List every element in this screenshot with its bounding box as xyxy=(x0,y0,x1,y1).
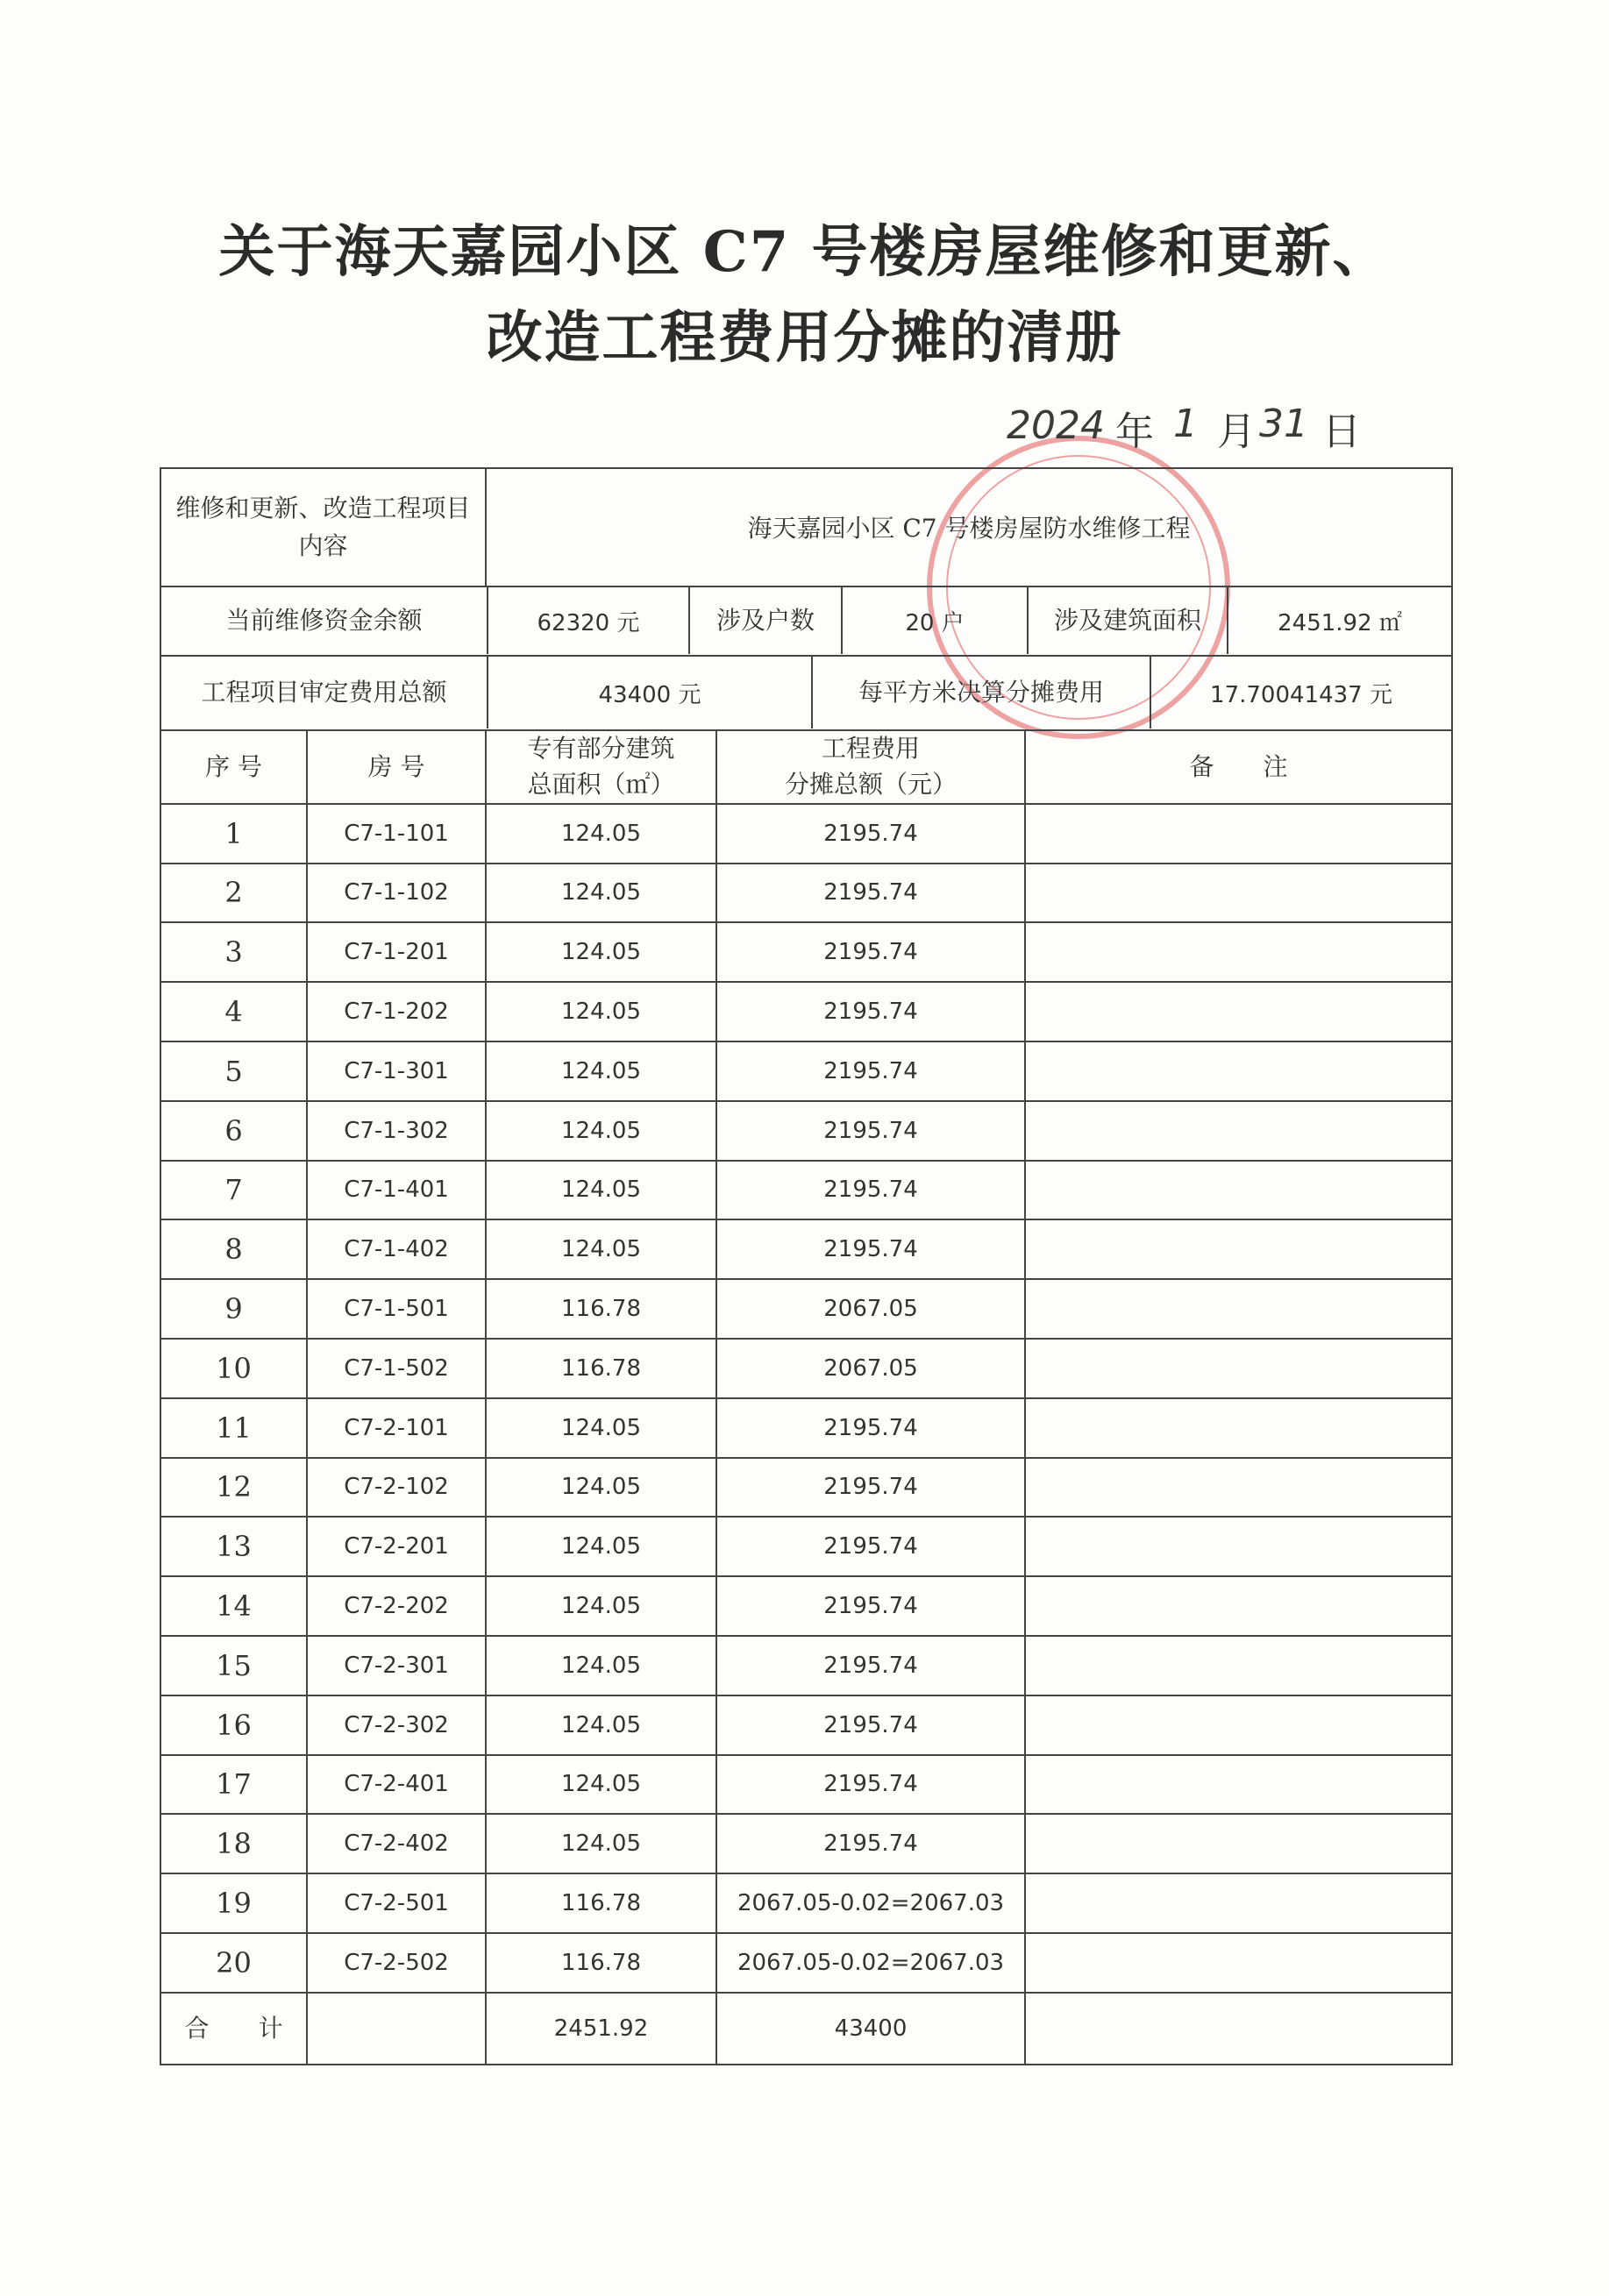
row-index: 14 xyxy=(160,1576,307,1636)
table-row xyxy=(160,1041,1452,1101)
row-remark xyxy=(1025,1517,1452,1576)
row-fee: 2195.74 xyxy=(716,1398,1025,1458)
row-remark xyxy=(1025,804,1452,864)
cost-allocation-table xyxy=(160,467,1453,2065)
column-header-fee-line-2: 分摊总额（元） xyxy=(785,769,958,799)
row-index: 17 xyxy=(160,1755,307,1815)
document-title-line-2: 改造工程费用分摊的清册 xyxy=(486,305,1123,371)
table-row xyxy=(160,1517,1452,1576)
table-row xyxy=(160,1219,1452,1279)
row-area: 124.05 xyxy=(486,1517,716,1576)
row-remark xyxy=(1025,1101,1452,1161)
row-remark xyxy=(1025,1636,1452,1695)
row-area: 124.05 xyxy=(486,1398,716,1458)
table-row xyxy=(160,804,1452,864)
row-room-number: C7-2-401 xyxy=(307,1755,486,1815)
row-area: 124.05 xyxy=(486,1458,716,1518)
date-year: 2024 xyxy=(1007,403,1105,448)
fund-info-row xyxy=(160,586,1452,656)
row-room-number: C7-2-502 xyxy=(307,1933,486,1993)
column-header-remark: 备 注 xyxy=(1025,730,1452,804)
row-index: 4 xyxy=(160,982,307,1041)
table-row xyxy=(160,1814,1452,1873)
row-area: 116.78 xyxy=(486,1339,716,1398)
approved-total-cost-value: 43400 元 xyxy=(488,657,813,729)
row-fee: 2195.74 xyxy=(716,1576,1025,1636)
row-room-number: C7-1-101 xyxy=(307,804,486,864)
row-fee: 2195.74 xyxy=(716,1458,1025,1518)
table-row xyxy=(160,1933,1452,1993)
row-room-number: C7-2-402 xyxy=(307,1814,486,1873)
approved-total-cost-label: 工程项目审定费用总额 xyxy=(161,657,488,729)
column-header-area-line-2: 总面积（㎡） xyxy=(527,769,675,799)
row-room-number: C7-2-202 xyxy=(307,1576,486,1636)
row-index: 1 xyxy=(160,804,307,864)
row-fee: 2195.74 xyxy=(716,1695,1025,1755)
row-room-number: C7-2-301 xyxy=(307,1636,486,1695)
row-area: 124.05 xyxy=(486,1814,716,1873)
row-area: 124.05 xyxy=(486,1161,716,1220)
row-index: 9 xyxy=(160,1279,307,1339)
row-index: 13 xyxy=(160,1517,307,1576)
column-header-index: 序 号 xyxy=(160,730,307,804)
document-title-line-1: 关于海天嘉园小区 C7 号楼房屋维修和更新、 xyxy=(218,219,1391,285)
row-index: 5 xyxy=(160,1041,307,1101)
row-area: 124.05 xyxy=(486,1041,716,1101)
row-index: 15 xyxy=(160,1636,307,1695)
table-row xyxy=(160,1755,1452,1815)
row-index: 8 xyxy=(160,1219,307,1279)
total-remark-empty xyxy=(1025,1993,1452,2065)
table-row xyxy=(160,864,1452,923)
row-room-number: C7-1-301 xyxy=(307,1041,486,1101)
date-month-char: 月 xyxy=(1217,409,1256,454)
row-room-number: C7-1-302 xyxy=(307,1101,486,1161)
fund-balance-value: 62320 元 xyxy=(488,587,690,654)
households-value: 20 户 xyxy=(843,587,1029,654)
table-row xyxy=(160,1636,1452,1695)
row-area: 116.78 xyxy=(486,1873,716,1933)
row-area: 124.05 xyxy=(486,982,716,1041)
column-header-area-line-1: 专有部分建筑 xyxy=(527,734,675,764)
row-room-number: C7-2-102 xyxy=(307,1458,486,1518)
row-room-number: C7-1-502 xyxy=(307,1339,486,1398)
row-remark xyxy=(1025,1161,1452,1220)
document-date xyxy=(1007,396,1410,458)
row-remark xyxy=(1025,1398,1452,1458)
column-header-room: 房 号 xyxy=(307,730,486,804)
row-fee: 2067.05 xyxy=(716,1339,1025,1398)
row-area: 124.05 xyxy=(486,804,716,864)
total-fee: 43400 xyxy=(716,1993,1025,2065)
row-fee: 2195.74 xyxy=(716,1814,1025,1873)
row-remark xyxy=(1025,864,1452,923)
households-label: 涉及户数 xyxy=(690,587,843,654)
column-header-row xyxy=(160,730,1452,804)
project-content-row xyxy=(160,468,1452,586)
row-index: 18 xyxy=(160,1814,307,1873)
row-fee: 2195.74 xyxy=(716,804,1025,864)
row-room-number: C7-1-501 xyxy=(307,1279,486,1339)
row-area: 124.05 xyxy=(486,1636,716,1695)
row-room-number: C7-2-101 xyxy=(307,1398,486,1458)
project-content-label: 维修和更新、改造工程项目内容 xyxy=(160,468,486,586)
row-area: 124.05 xyxy=(486,1695,716,1755)
building-area-value: 2451.92 ㎡ xyxy=(1278,609,1402,636)
row-fee: 2195.74 xyxy=(716,1219,1025,1279)
row-room-number: C7-2-302 xyxy=(307,1695,486,1755)
date-day-char: 日 xyxy=(1322,409,1361,454)
project-content-value: 海天嘉园小区 C7 号楼房屋防水维修工程 xyxy=(486,468,1452,586)
table-row xyxy=(160,922,1452,982)
row-fee: 2195.74 xyxy=(716,1755,1025,1815)
row-remark xyxy=(1025,982,1452,1041)
row-area: 124.05 xyxy=(486,922,716,982)
table-row xyxy=(160,1161,1452,1220)
building-area-label: 涉及建筑面积 xyxy=(1029,587,1228,654)
row-room-number: C7-1-402 xyxy=(307,1219,486,1279)
row-area: 124.05 xyxy=(486,1101,716,1161)
row-area: 116.78 xyxy=(486,1279,716,1339)
total-area: 2451.92 xyxy=(486,1993,716,2065)
row-index: 16 xyxy=(160,1695,307,1755)
row-area: 124.05 xyxy=(486,1219,716,1279)
column-header-fee xyxy=(716,730,1025,804)
row-fee: 2195.74 xyxy=(716,1636,1025,1695)
row-index: 20 xyxy=(160,1933,307,1993)
row-area: 124.05 xyxy=(486,1576,716,1636)
per-sqm-cost-value: 17.70041437 元 xyxy=(1210,681,1392,708)
column-header-fee-line-1: 工程费用 xyxy=(822,734,921,764)
row-remark xyxy=(1025,1041,1452,1101)
row-remark xyxy=(1025,922,1452,982)
row-remark xyxy=(1025,1873,1452,1933)
date-month: 1 xyxy=(1173,402,1198,446)
row-remark xyxy=(1025,1814,1452,1873)
row-fee: 2195.74 xyxy=(716,982,1025,1041)
cost-info-row xyxy=(160,656,1452,730)
row-room-number: C7-1-201 xyxy=(307,922,486,982)
per-sqm-cost-label: 每平方米决算分摊费用 xyxy=(813,657,1151,729)
row-fee: 2195.74 xyxy=(716,1101,1025,1161)
row-fee: 2195.74 xyxy=(716,922,1025,982)
row-index: 6 xyxy=(160,1101,307,1161)
row-index: 7 xyxy=(160,1161,307,1220)
row-index: 10 xyxy=(160,1339,307,1398)
row-fee: 2067.05-0.02=2067.03 xyxy=(716,1933,1025,1993)
row-area: 124.05 xyxy=(486,864,716,923)
row-index: 11 xyxy=(160,1398,307,1458)
row-remark xyxy=(1025,1695,1452,1755)
total-label: 合 计 xyxy=(160,1993,307,2065)
row-fee: 2195.74 xyxy=(716,1161,1025,1220)
row-fee: 2067.05 xyxy=(716,1279,1025,1339)
date-year-char: 年 xyxy=(1115,409,1154,454)
row-remark xyxy=(1025,1933,1452,1993)
row-room-number: C7-2-201 xyxy=(307,1517,486,1576)
column-header-area xyxy=(486,730,716,804)
row-room-number: C7-2-501 xyxy=(307,1873,486,1933)
row-fee: 2195.74 xyxy=(716,1041,1025,1101)
table-row xyxy=(160,1279,1452,1339)
row-area: 124.05 xyxy=(486,1755,716,1815)
row-index: 2 xyxy=(160,864,307,923)
table-row xyxy=(160,1398,1452,1458)
row-remark xyxy=(1025,1219,1452,1279)
row-remark xyxy=(1025,1576,1452,1636)
row-room-number: C7-1-102 xyxy=(307,864,486,923)
row-room-number: C7-1-401 xyxy=(307,1161,486,1220)
table-row xyxy=(160,1339,1452,1398)
row-fee: 2195.74 xyxy=(716,1517,1025,1576)
row-remark xyxy=(1025,1279,1452,1339)
row-index: 12 xyxy=(160,1458,307,1518)
table-row xyxy=(160,982,1452,1041)
row-remark xyxy=(1025,1755,1452,1815)
row-remark xyxy=(1025,1339,1452,1398)
row-fee: 2195.74 xyxy=(716,864,1025,923)
fund-balance-label: 当前维修资金余额 xyxy=(161,587,488,654)
table-row xyxy=(160,1101,1452,1161)
row-fee: 2067.05-0.02=2067.03 xyxy=(716,1873,1025,1933)
date-day: 31 xyxy=(1259,402,1308,446)
row-room-number: C7-1-202 xyxy=(307,982,486,1041)
table-row xyxy=(160,1458,1452,1518)
table-row xyxy=(160,1873,1452,1933)
total-row xyxy=(160,1993,1452,2065)
row-index: 3 xyxy=(160,922,307,982)
table-row xyxy=(160,1695,1452,1755)
row-remark xyxy=(1025,1458,1452,1518)
total-room-empty xyxy=(307,1993,486,2065)
row-index: 19 xyxy=(160,1873,307,1933)
table-row xyxy=(160,1576,1452,1636)
row-area: 116.78 xyxy=(486,1933,716,1993)
